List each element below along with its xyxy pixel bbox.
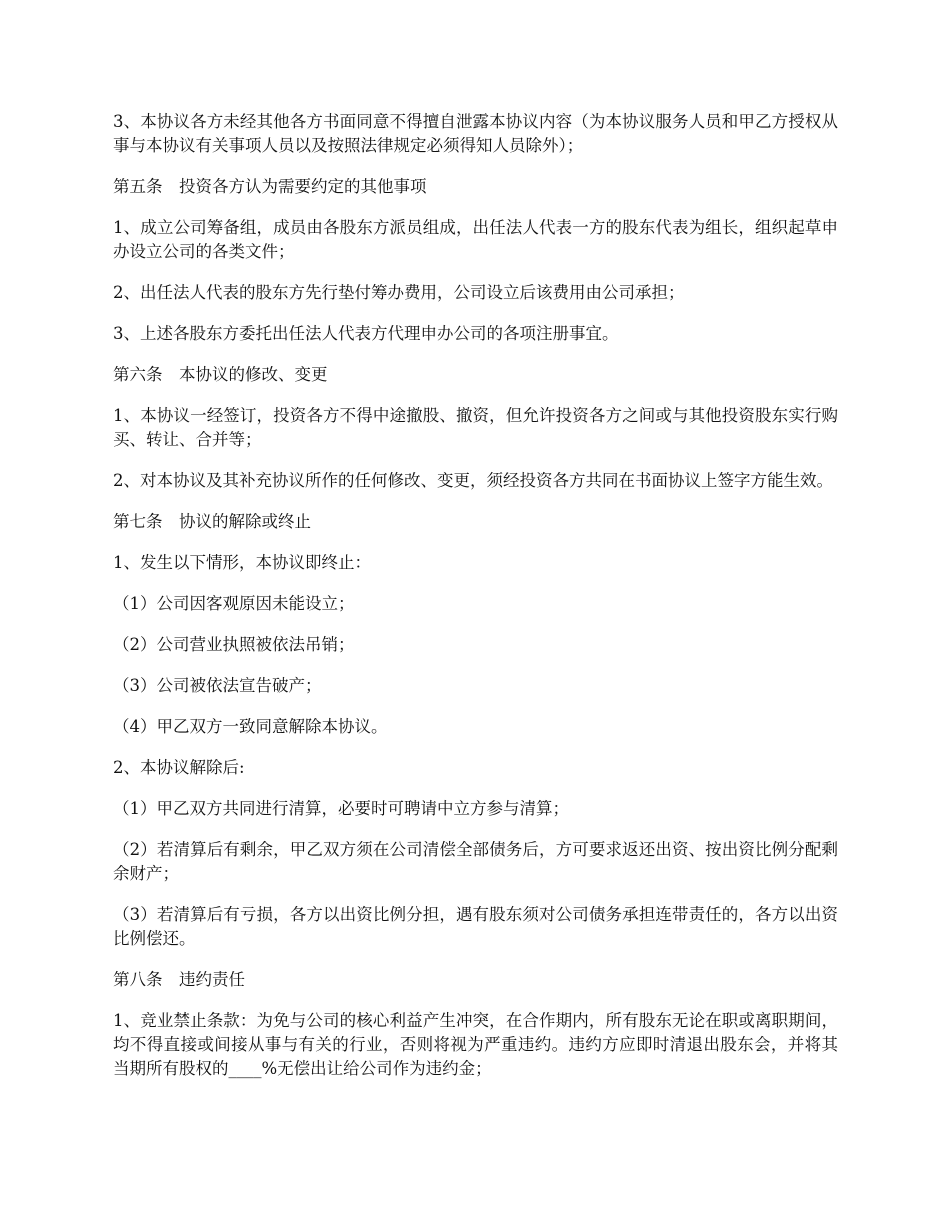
document-page [113,110,838,1098]
article-7-item-2: 2、本协议解除后: [113,758,245,777]
article-7-item-1-sub-4: （4）甲乙双方一致同意解除本协议。 [113,717,388,736]
article-7-heading: 第七条 协议的解除或终止 [113,512,311,531]
article-5-heading: 第五条 投资各方认为需要约定的其他事项 [113,177,427,196]
article-7-item-2-sub-2: （2）若清算后有剩余，甲乙双方须在公司清偿全部债务后，方可要求返还出资、按出资比例分配剩余财产； [113,840,838,883]
article-7-item-1-sub-1: （1）公司因客观原因未能设立； [113,594,355,613]
article-8-item-1: 1、竞业禁止条款：为免与公司的核心利益产生冲突，在合作期内，所有股东无论在职或离职期间，均不得直接或间接从事与有关的行业，否则将视为严重违约。违约方应即时清退出股东会，并将其当期所有股权的____%无偿出让给公司作为违约金； [113,1011,838,1078]
clause-3-confidentiality: 3、本协议各方未经其他各方书面同意不得擅自泄露本协议内容（为本协议服务人员和甲乙方授权从事与本协议有关事项人员以及按照法律规定必须得知人员除外）； [113,112,838,155]
article-5-item-1: 1、成立公司筹备组，成员由各股东方派员组成，出任法人代表一方的股东代表为组长，组织起草申办设立公司的各类文件； [113,218,838,261]
article-7-item-1-sub-3: （3）公司被依法宣告破产； [113,676,322,695]
article-5-item-2: 2、出任法人代表的股东方先行垫付筹办费用，公司设立后该费用由公司承担； [113,283,685,302]
article-5-item-3: 3、上述各股东方委托出任法人代表方代理申办公司的各项注册事宜。 [113,324,619,343]
article-7-item-1: 1、发生以下情形，本协议即终止： [113,553,371,572]
article-8-heading: 第八条 违约责任 [113,970,245,989]
article-7-item-2-sub-1: （1）甲乙双方共同进行清算，必要时可聘请中立方参与清算； [113,799,569,818]
article-7-item-2-sub-3: （3）若清算后有亏损，各方以出资比例分担，遇有股东须对公司债务承担连带责任的，各方以出资比例偿还。 [113,905,838,948]
article-6-item-1: 1、本协议一经签订，投资各方不得中途撤股、撤资，但允许投资各方之间或与其他投资股东实行购买、转让、合并等； [113,406,838,449]
article-6-item-2: 2、对本协议及其补充协议所作的任何修改、变更，须经投资各方共同在书面协议上签字方能生效。 [113,471,833,490]
article-6-heading: 第六条 本协议的修改、变更 [113,365,328,384]
article-7-item-1-sub-2: （2）公司营业执照被依法吊销； [113,635,355,654]
